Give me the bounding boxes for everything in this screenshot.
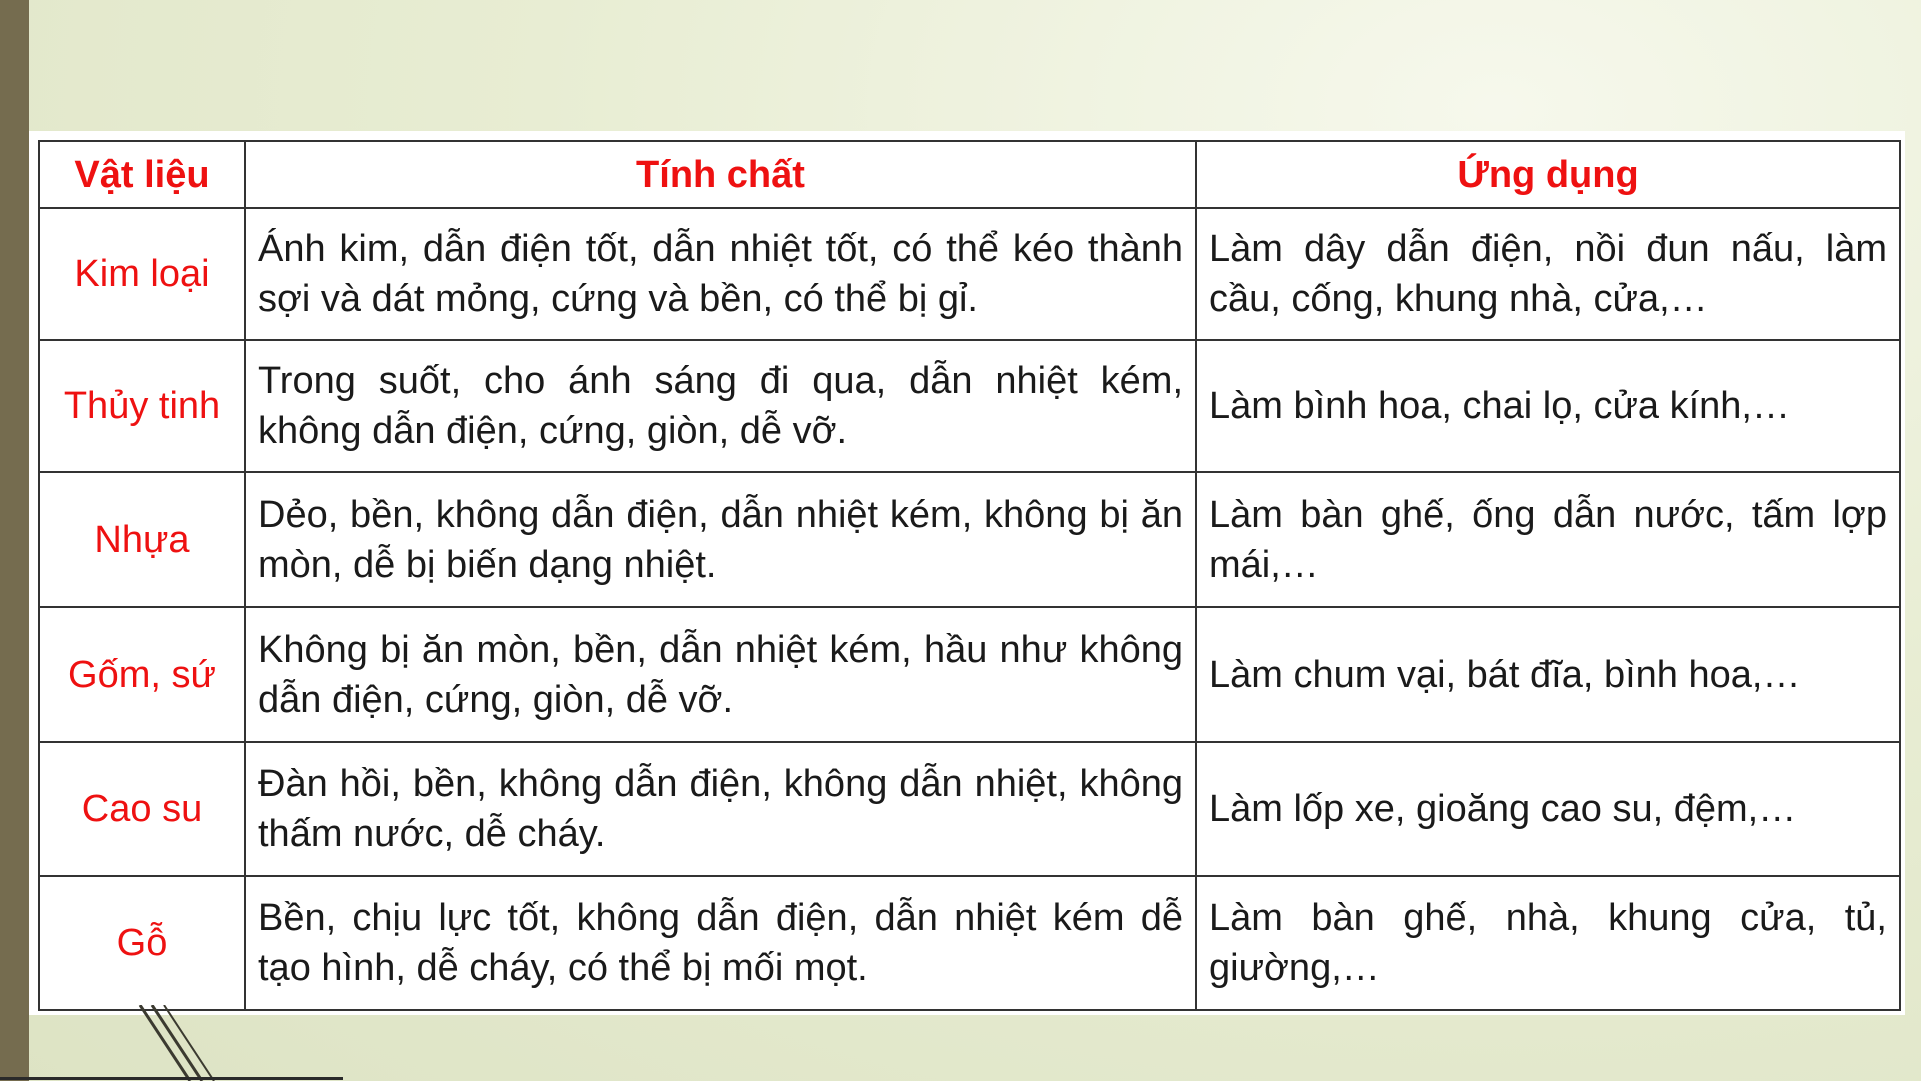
left-accent-bar [0, 0, 29, 1081]
bottom-divider [0, 1077, 343, 1080]
table-row [39, 742, 1900, 876]
applications-cell: Làm dây dẫn điện, nồi đun nấu, làm cầu, cống, khung nhà, cửa,… [1196, 208, 1900, 340]
material-cell: Gỗ [39, 876, 245, 1010]
materials-table [38, 140, 1901, 1011]
header-row [39, 141, 1900, 208]
properties-cell: Không bị ăn mòn, bền, dẫn nhiệt kém, hầu như không dẫn điện, cứng, giòn, dễ vỡ. [245, 607, 1196, 742]
properties-cell: Đàn hồi, bền, không dẫn điện, không dẫn nhiệt, không thấm nước, dễ cháy. [245, 742, 1196, 876]
properties-cell: Dẻo, bền, không dẫn điện, dẫn nhiệt kém, không bị ăn mòn, dễ bị biến dạng nhiệt. [245, 472, 1196, 607]
applications-cell: Làm bình hoa, chai lọ, cửa kính,… [1196, 340, 1900, 472]
applications-cell: Làm chum vại, bát đĩa, bình hoa,… [1196, 607, 1900, 742]
header-properties: Tính chất [245, 141, 1196, 208]
material-cell: Nhựa [39, 472, 245, 607]
table-row [39, 607, 1900, 742]
material-cell: Kim loại [39, 208, 245, 340]
header-applications: Ứng dụng [1196, 141, 1900, 208]
table-row [39, 876, 1900, 1010]
material-cell: Gốm, sứ [39, 607, 245, 742]
applications-cell: Làm lốp xe, gioăng cao su, đệm,… [1196, 742, 1900, 876]
applications-cell: Làm bàn ghế, nhà, khung cửa, tủ, giường,… [1196, 876, 1900, 1010]
table-row [39, 340, 1900, 472]
properties-cell: Bền, chịu lực tốt, không dẫn điện, dẫn nhiệt kém dễ tạo hình, dễ cháy, có thể bị mối mọt. [245, 876, 1196, 1010]
diagonal-lines-decoration [130, 1005, 260, 1081]
properties-cell: Trong suốt, cho ánh sáng đi qua, dẫn nhiệt kém, không dẫn điện, cứng, giòn, dễ vỡ. [245, 340, 1196, 472]
applications-cell: Làm bàn ghế, ống dẫn nước, tấm lợp mái,… [1196, 472, 1900, 607]
header-material: Vật liệu [39, 141, 245, 208]
material-cell: Cao su [39, 742, 245, 876]
properties-cell: Ánh kim, dẫn điện tốt, dẫn nhiệt tốt, có thể kéo thành sợi và dát mỏng, cứng và bền, có thể bị gỉ. [245, 208, 1196, 340]
material-cell: Thủy tinh [39, 340, 245, 472]
table-row [39, 208, 1900, 340]
table-row [39, 472, 1900, 607]
